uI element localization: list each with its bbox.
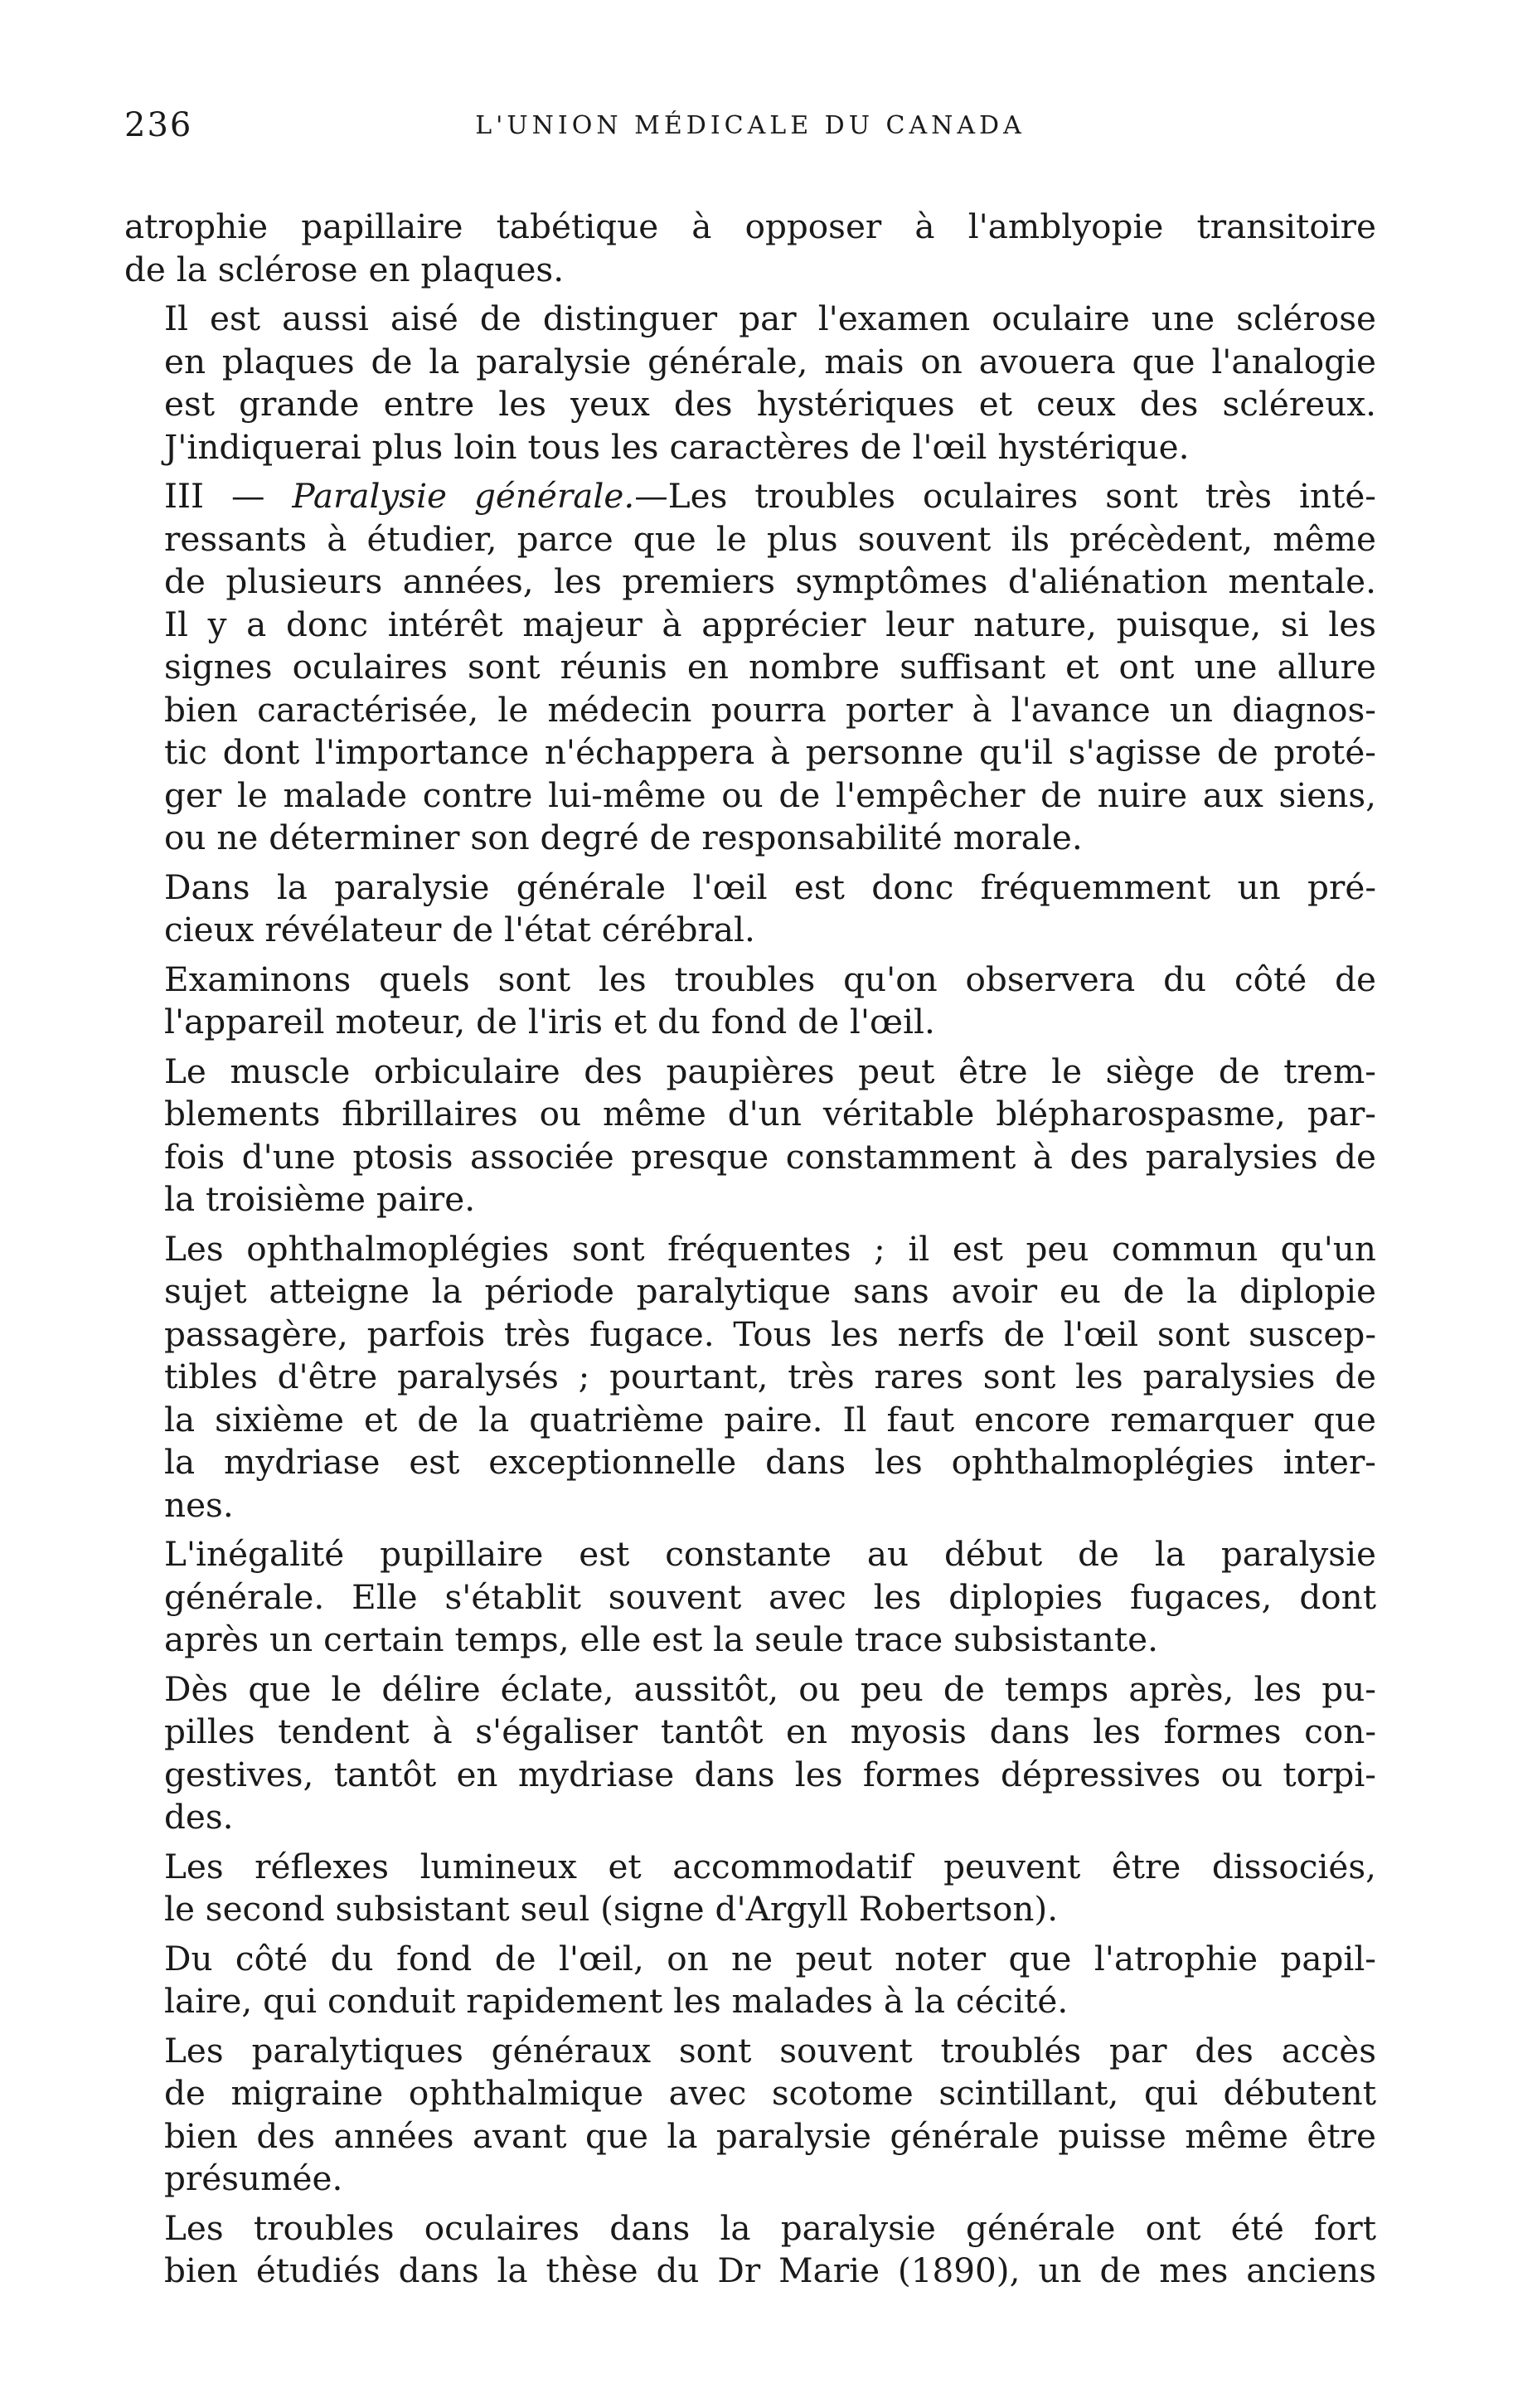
text-line: ressants à étudier, parce que le plus souvent ils précèdent, même	[164, 518, 1376, 559]
page-number: 236	[124, 106, 193, 144]
text-line: tibles d'être paralysés ; pourtant, très rares sont les paralysies de	[164, 1357, 1376, 1396]
text-line: J'indiquerai plus loin tous les caractères de l'œil hystérique.	[164, 426, 1190, 467]
text-line: est grande entre les yeux des hystériques et ceux des scléreux.	[164, 384, 1376, 424]
text-line: L'inégalité pupillaire est constante au début de la paralysie	[164, 1534, 1376, 1574]
paragraph	[124, 2030, 1376, 2201]
text-line: signes oculaires sont réunis en nombre suffisant et ont une allure	[164, 647, 1376, 687]
text-line: Les ophthalmoplégies sont fréquentes ; il est peu commun qu'un	[164, 1228, 1376, 1269]
running-title: L'UNION MÉDICALE DU CANADA	[475, 111, 1026, 140]
text-line: Dans la paralysie générale l'œil est donc fréquemment un pré-	[164, 867, 1376, 907]
text-line: Les troubles oculaires dans la paralysie générale ont été fort	[164, 2207, 1376, 2248]
section-heading: Paralysie générale.	[292, 476, 635, 516]
paragraph	[124, 2207, 1376, 2293]
text-run: —Les troubles oculaires sont très inté-	[634, 476, 1376, 516]
text-line: le second subsistant seul (signe d'Argyll Robertson).	[164, 1889, 1059, 1929]
text-line: sujet atteigne la période paralytique sans avoir eu de la diplopie	[164, 1271, 1376, 1311]
text-line: Il y a donc intérêt majeur à apprécier leur nature, puisque, si les	[164, 604, 1376, 644]
paragraph	[124, 1846, 1376, 1931]
text-line: présumée.	[164, 2158, 343, 2198]
text-line: blements fibrillaires ou même d'un véritable blépharospasme, par-	[164, 1094, 1376, 1134]
text-line: après un certain temps, elle est la seule trace subsistante.	[164, 1619, 1159, 1659]
text-line: la troisième paire.	[164, 1179, 476, 1219]
text-line: bien des années avant que la paralysie générale puisse même être	[164, 2115, 1376, 2156]
text-line: Dès que le délire éclate, aussitôt, ou peu de temps après, les pu-	[164, 1668, 1376, 1709]
text-line: Il est aussi aisé de distinguer par l'examen oculaire une sclérose	[164, 299, 1376, 338]
paragraph	[124, 1533, 1376, 1662]
text-line: de migraine ophthalmique avec scotome scintillant, qui débutent	[164, 2073, 1376, 2113]
text-line: Les réflexes lumineux et accommodatif peuvent être dissociés,	[164, 1846, 1376, 1886]
text-line: atrophie papillaire tabétique à opposer à l'amblyopie transitoire	[124, 206, 1376, 246]
page-header	[124, 106, 1376, 156]
paragraph	[124, 1938, 1376, 2023]
section-number: III —	[164, 476, 293, 516]
text-line: Examinons quels sont les troubles qu'on observera du côté de	[164, 959, 1376, 999]
paragraph	[124, 206, 1376, 291]
text-line: ou ne déterminer son degré de responsabilité morale.	[164, 818, 1083, 857]
text-line: pilles tendent à s'égaliser tantôt en myosis dans les formes con-	[164, 1711, 1376, 1751]
text-line: gestives, tantôt en mydriase dans les formes dépressives ou torpi-	[164, 1754, 1376, 1794]
text-line: passagère, parfois très fugace. Tous les nerfs de l'œil sont suscep-	[164, 1313, 1376, 1354]
text-line: Du côté du fond de l'œil, on ne peut noter que l'atrophie papil-	[164, 1938, 1376, 1978]
paragraph	[124, 1228, 1376, 1527]
text-line: la mydriase est exceptionnelle dans les ophthalmoplégies inter-	[164, 1442, 1376, 1482]
text-line: fois d'une ptosis associée presque constamment à des paralysies de	[164, 1136, 1376, 1177]
text-line: l'appareil moteur, de l'iris et du fond de l'œil.	[164, 1002, 935, 1041]
text-line: en plaques de la paralysie générale, mais on avouera que l'analogie	[164, 341, 1376, 381]
text-line: bien caractérisée, le médecin pourra porter à l'avance un diagnos-	[164, 689, 1376, 730]
paragraph	[124, 1668, 1376, 1839]
paragraph	[124, 475, 1376, 860]
text-line: cieux révélateur de l'état cérébral.	[164, 910, 755, 949]
text-line: de la sclérose en plaques.	[124, 249, 565, 289]
text-line: tic dont l'importance n'échappera à personne qu'il s'agisse de proté-	[164, 732, 1376, 772]
text-line: nes.	[164, 1484, 234, 1525]
paragraph	[124, 298, 1376, 468]
text-line: laire, qui conduit rapidement les malades à la cécité.	[164, 1981, 1069, 2021]
text-line: de plusieurs années, les premiers symptômes d'aliénation mentale.	[164, 561, 1376, 601]
paragraph	[124, 1051, 1376, 1221]
text-line: la sixième et de la quatrième paire. Il faut encore remarquer que	[164, 1399, 1376, 1439]
text-line: bien étudiés dans la thèse du Dr Marie (1890), un de mes anciens	[164, 2250, 1376, 2290]
text-line: Les paralytiques généraux sont souvent troublés par des accès	[164, 2030, 1376, 2071]
paragraph	[124, 959, 1376, 1044]
text-line	[124, 475, 1376, 518]
document-page	[124, 106, 1376, 2299]
body-text	[124, 206, 1376, 2293]
text-line: générale. Elle s'établit souvent avec les diplopies fugaces, dont	[164, 1576, 1376, 1617]
text-line: Le muscle orbiculaire des paupières peut être le siège de trem-	[164, 1051, 1376, 1091]
text-line: ger le malade contre lui-même ou de l'empêcher de nuire aux siens,	[164, 774, 1376, 815]
text-line: des.	[164, 1797, 234, 1837]
paragraph	[124, 867, 1376, 952]
